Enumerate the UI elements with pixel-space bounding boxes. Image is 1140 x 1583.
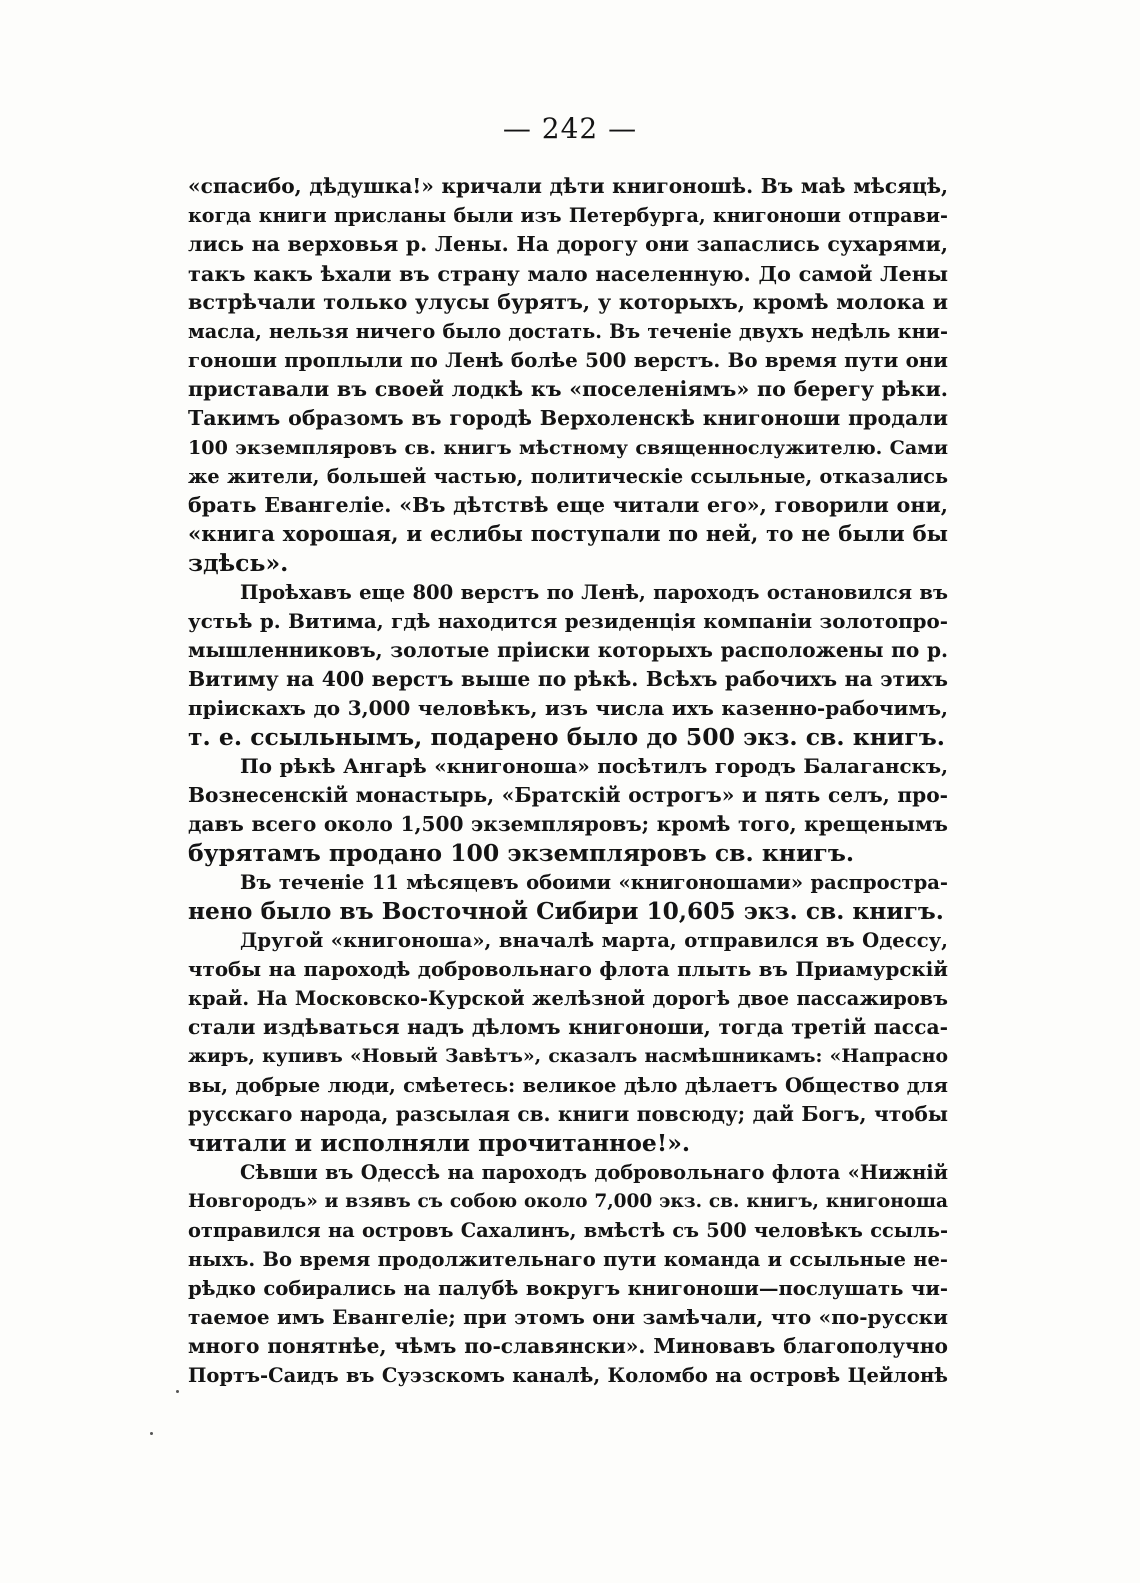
text-line: нено было въ Восточной Сибири 10,605 экз. св. книгъ.	[188, 898, 944, 925]
text-line: русскаго народа, разсылая св. книги повсюду; дай Богъ, чтобы	[188, 1102, 948, 1126]
text-line: 100 экземпляровъ св. книгъ мѣстному священнослужителю. Сами	[188, 436, 948, 459]
text-line: «спасибо, дѣдушка!» кричали дѣти книгоношѣ. Въ маѣ мѣсяцѣ,	[188, 174, 948, 198]
text-line: устьѣ р. Витима, гдѣ находится резиденція компаніи золотопро-	[188, 609, 948, 633]
paragraph	[188, 752, 948, 868]
page-number: — 242 —	[502, 112, 638, 145]
text-line: встрѣчали только улусы бурятъ, у которыхъ, кромѣ молока и	[188, 290, 948, 314]
text-line: мышленниковъ, золотые пріиски которыхъ расположены по р.	[188, 638, 948, 662]
text-line: стали издѣваться надъ дѣломъ книгоноши, тогда третій пасса-	[188, 1015, 948, 1039]
text-line: По рѣкѣ Ангарѣ «книгоноша» посѣтилъ городъ Балаганскъ,	[240, 754, 948, 778]
text-line: Сѣвши въ Одессѣ на пароходъ добровольнаго флота «Нижній	[240, 1161, 948, 1184]
text-line: масла, нельзя ничего было достать. Въ теченіе двухъ недѣль кни-	[188, 320, 948, 343]
text-line: здѣсь».	[188, 549, 289, 577]
text-line: же жители, большей частью, политическіе ссыльные, отказались	[188, 465, 948, 488]
body-text	[188, 172, 948, 1390]
text-line: вы, добрые люди, смѣетесь: великое дѣло дѣлаетъ Общество для	[188, 1074, 948, 1097]
text-line: Новгородъ» и взявъ съ собою около 7,000 экз. св. книгъ, книгоноша	[188, 1191, 948, 1212]
text-line: брать Евангеліе. «Въ дѣтствѣ еще читали его», говорили они,	[188, 493, 948, 517]
text-line: много понятнѣе, чѣмъ по-славянски». Миновавъ благополучно	[188, 1334, 948, 1358]
text-line: приставали въ своей лодкѣ къ «поселеніямъ» по берегу рѣки.	[188, 377, 948, 401]
text-line: рѣдко собирались на палубѣ вокругъ книгоноши—послушать чи-	[188, 1277, 948, 1300]
paragraph	[188, 1158, 948, 1390]
text-line: лись на верховья р. Лены. На дорогу они запаслись сухарями,	[188, 232, 948, 256]
text-line: Вознесенскій монастырь, «Братскій острогъ» и пять селъ, про-	[188, 783, 948, 807]
paragraph	[188, 868, 948, 926]
text-line: Въ теченіе 11 мѣсяцевъ обоими «книгоношами» распростра-	[240, 871, 948, 894]
text-line: Портъ-Саидъ въ Суэзскомъ каналѣ, Коломбо на островѣ Цейлонѣ	[188, 1364, 948, 1387]
text-line: отправился на островъ Сахалинъ, вмѣстѣ съ 500 человѣкъ ссыль-	[188, 1219, 948, 1242]
text-line: ныхъ. Во время продолжительнаго пути команда и ссыльные не-	[188, 1248, 948, 1271]
text-line: бурятамъ продано 100 экземпляровъ св. книгъ.	[188, 839, 855, 867]
text-line: когда книги присланы были изъ Петербурга, книгоноши отправи-	[188, 204, 948, 227]
text-line: давъ всего около 1,500 экземпляровъ; кромѣ того, крещенымъ	[188, 812, 948, 836]
text-line: жиръ, купивъ «Новый Завѣтъ», сказалъ насмѣшникамъ: «Напрасно	[188, 1045, 948, 1067]
text-line: гоноши проплыли по Ленѣ болѣе 500 верстъ. Во время пути они	[188, 348, 948, 372]
text-line: край. На Московско-Курской желѣзной дорогѣ двое пассажировъ	[188, 987, 948, 1010]
text-line: чтобы на пароходѣ добровольнаго флота плыть въ Приамурскій	[188, 957, 948, 981]
paragraph	[188, 926, 948, 1158]
scan-speck	[176, 1390, 179, 1393]
scan-speck	[150, 1432, 153, 1435]
text-line: пріискахъ до 3,000 человѣкъ, изъ числа ихъ казенно-рабочимъ,	[188, 696, 948, 720]
paragraph	[188, 172, 948, 578]
paragraph	[188, 578, 948, 752]
text-line: таемое имъ Евангеліе; при этомъ они замѣчали, что «по-русски	[188, 1305, 948, 1329]
text-line: Проѣхавъ еще 800 верстъ по Ленѣ, пароходъ остановился въ	[240, 581, 948, 604]
text-line: такъ какъ ѣхали въ страну мало населенную. До самой Лены	[188, 261, 948, 286]
text-line: Другой «книгоноша», вначалѣ марта, отправился въ Одессу,	[240, 929, 948, 952]
text-line: «книга хорошая, и еслибы поступали по ней, то не были бы	[188, 522, 948, 547]
text-line: Такимъ образомъ въ городѣ Верхоленскѣ книгоноши продали	[188, 406, 948, 430]
text-line: Витиму на 400 верстъ выше по рѣкѣ. Всѣхъ рабочихъ на этихъ	[188, 667, 948, 691]
text-line: читали и исполняли прочитанное!».	[188, 1129, 691, 1157]
text-line: т. е. ссыльнымъ, подарено было до 500 экз. св. книгъ.	[188, 723, 945, 751]
